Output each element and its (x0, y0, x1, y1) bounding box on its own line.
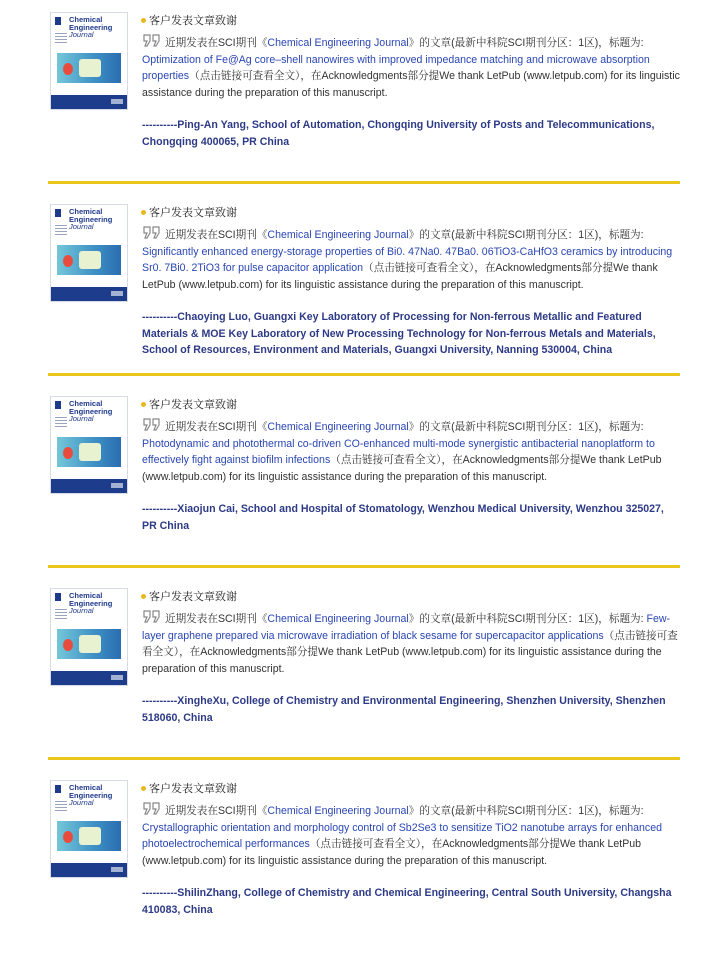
publisher-logo-icon (55, 593, 61, 601)
section-tag: 客户发表文章致谢 (141, 780, 237, 796)
cover-artwork (57, 437, 121, 467)
section-tag: 客户发表文章致谢 (141, 396, 237, 412)
author-affiliation: ----------XingheXu, College of Chemistry and Environmental Engineering, Shenzhen University, Shenzhen 518060, China (142, 695, 666, 724)
acknowledgment-card (0, 0, 720, 192)
divider (48, 565, 680, 568)
journal-cover-image[interactable] (50, 12, 128, 110)
bullet-dot-icon (141, 210, 146, 215)
article-title-link[interactable]: Optimization of Fe@Ag core–shell nanowires with improved impedance matching and microwave absorption properties (142, 53, 650, 82)
section-tag: 客户发表文章致谢 (141, 12, 237, 28)
cover-journal-title: Chemical Engineering Journal (69, 591, 113, 615)
quote-icon (142, 418, 162, 433)
cover-journal-title: Chemical Engineering Journal (69, 15, 113, 39)
cover-journal-title: Chemical Engineering Journal (69, 207, 113, 231)
author-affiliation: ----------ShilinZhang, College of Chemistry and Chemical Engineering, Central South University, Changsha 410083, China (142, 887, 672, 916)
acknowledgment-text: 近期发表在SCI期刊《Chemical Engineering Journal》的文章(最新中科院SCI期刊分区：1区)，标题为: Crystallographic orientation and morphology control of Sb2Se3 to sensitize TiO2 nanotube arrays for enhanced photoelectrochemical performances（点击链接可查看全文），在Acknowledgments部分提We thank LetPub (www.letpub.com) for its linguistic assistance during the preparation of this manuscript. (142, 802, 680, 869)
author-affiliation: ----------Chaoying Luo, Guangxi Key Laboratory of Processing for Non-ferrous Metallic and Featured Materials & MOE Key Laboratory of New Processing Technology for Non-ferrous Metals and Materials, School of Resources, Environment and Materials, Guangxi University, Nanning 530004, China (142, 311, 656, 356)
publisher-logo-icon (55, 209, 61, 217)
bullet-dot-icon (141, 18, 146, 23)
publisher-logo-icon (55, 785, 61, 793)
journal-name: Chemical Engineering Journal (267, 805, 409, 817)
journal-name: Chemical Engineering Journal (267, 613, 409, 625)
journal-cover-image[interactable] (50, 396, 128, 494)
bullet-dot-icon (141, 786, 146, 791)
quote-icon (142, 610, 162, 625)
quote-icon (142, 802, 162, 817)
acknowledgment-text: 近期发表在SCI期刊《Chemical Engineering Journal》的文章(最新中科院SCI期刊分区：1区)，标题为: Significantly enhanced energy-storage properties of Bi0. 47Na0. 47Ba0. 06TiO3-CaHfO3 ceramics by introducing Sr0. 7Bi0. 2TiO3 for pulse capacitor application（点击链接可查看全文），在Acknowledgments部分提We thank LetPub (www.letpub.com) for its linguistic assistance during the preparation of this manuscript. (142, 226, 680, 293)
divider (48, 757, 680, 760)
acknowledgment-card (0, 768, 720, 960)
publisher-logo-icon (55, 401, 61, 409)
journal-cover-image[interactable] (50, 780, 128, 878)
acknowledgment-card (0, 192, 720, 384)
journal-cover-image[interactable] (50, 588, 128, 686)
quote-icon (142, 34, 162, 49)
quote-icon (142, 226, 162, 241)
article-title-link[interactable]: Few-layer graphene prepared via microwave irradiation of black sesame for supercapacitor applications (142, 613, 671, 642)
section-tag: 客户发表文章致谢 (141, 204, 237, 220)
acknowledgment-text: 近期发表在SCI期刊《Chemical Engineering Journal》的文章(最新中科院SCI期刊分区：1区)，标题为: Photodynamic and photothermal co-driven CO-enhanced multi-mode synergistic antibacterial nanoplatform to effectively fight against biofilm infections（点击链接可查看全文），在Acknowledgments部分提We thank LetPub (www.letpub.com) for its linguistic assistance during the preparation of this manuscript. (142, 418, 680, 485)
section-tag: 客户发表文章致谢 (141, 588, 237, 604)
divider (48, 373, 680, 376)
publisher-logo-icon (55, 17, 61, 25)
journal-cover-image[interactable] (50, 204, 128, 302)
bullet-dot-icon (141, 594, 146, 599)
acknowledgment-card (0, 384, 720, 576)
author-affiliation: ----------Ping-An Yang, School of Automation, Chongqing University of Posts and Telecommunications, Chongqing 400065, PR China (142, 119, 655, 148)
cover-artwork (57, 245, 121, 275)
acknowledgment-text: 近期发表在SCI期刊《Chemical Engineering Journal》的文章(最新中科院SCI期刊分区：1区)，标题为: Optimization of Fe@Ag core–shell nanowires with improved impedance matching and microwave absorption properties（点击链接可查看全文），在Acknowledgments部分提We thank LetPub (www.letpub.com) for its linguistic assistance during the preparation of this manuscript. (142, 34, 680, 101)
article-title-link[interactable]: Photodynamic and photothermal co-driven CO-enhanced multi-mode synergistic antibacterial nanoplatform to effectively fight against biofilm infections (142, 437, 655, 466)
author-affiliation: ----------Xiaojun Cai, School and Hospital of Stomatology, Wenzhou Medical University, Wenzhou 325027, PR China (142, 503, 664, 532)
cover-artwork (57, 821, 121, 851)
journal-name: Chemical Engineering Journal (267, 421, 409, 433)
acknowledgment-text: 近期发表在SCI期刊《Chemical Engineering Journal》的文章(最新中科院SCI期刊分区：1区)，标题为: Few-layer graphene prepared via microwave irradiation of black sesame for supercapacitor applications（点击链接可查看全文），在Acknowledgments部分提We thank LetPub (www.letpub.com) for its linguistic assistance during the preparation of this manuscript. (142, 610, 680, 677)
divider (48, 181, 680, 184)
journal-name: Chemical Engineering Journal (267, 229, 409, 241)
cover-artwork (57, 629, 121, 659)
cover-journal-title: Chemical Engineering Journal (69, 783, 113, 807)
journal-name: Chemical Engineering Journal (267, 37, 409, 49)
bullet-dot-icon (141, 402, 146, 407)
article-title-link[interactable]: Significantly enhanced energy-storage properties of Bi0. 47Na0. 47Ba0. 06TiO3-CaHfO3 ceramics by introducing Sr0. 7Bi0. 2TiO3 for pulse capacitor application (142, 245, 673, 274)
article-title-link[interactable]: Crystallographic orientation and morphology control of Sb2Se3 to sensitize TiO2 nanotube arrays for enhanced photoelectrochemical performances (142, 821, 662, 850)
acknowledgment-card (0, 576, 720, 768)
cover-journal-title: Chemical Engineering Journal (69, 399, 113, 423)
cover-artwork (57, 53, 121, 83)
